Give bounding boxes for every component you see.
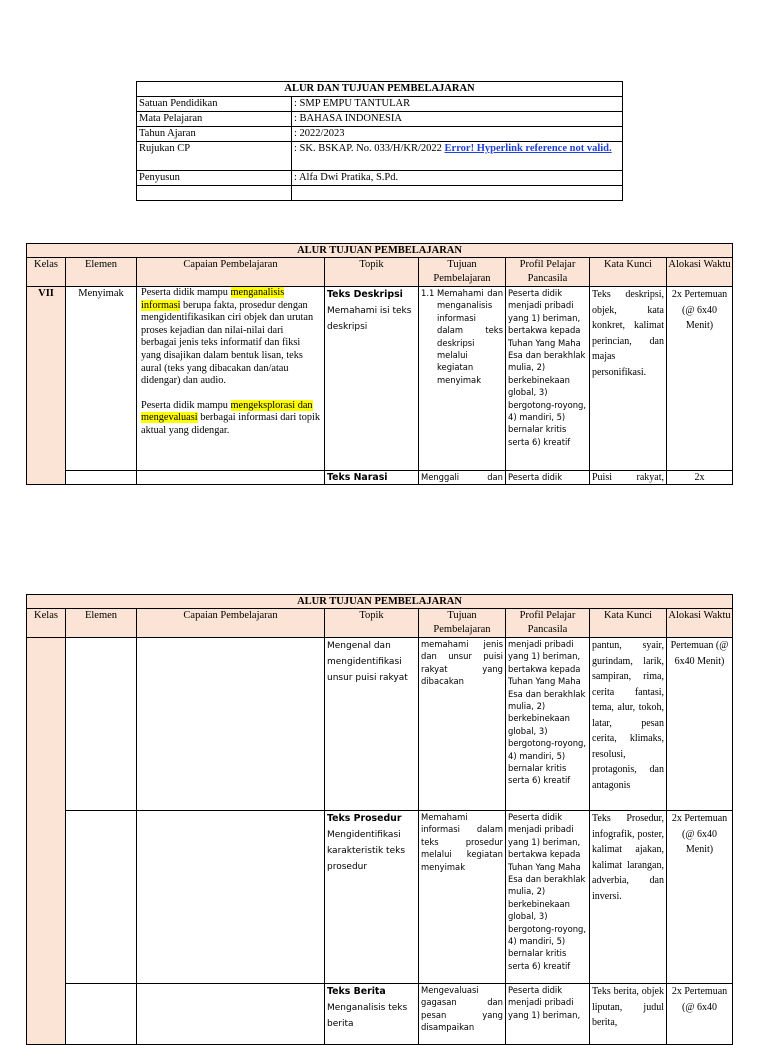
kata-kunci-cell — [590, 471, 667, 485]
capaian-cell — [137, 638, 325, 811]
info-label: Tahun Ajaran — [137, 127, 292, 142]
kata-kunci-cell: Teks deskripsi, objek, kata konkret, kalimat perincian, dan majas personifikasi. — [590, 287, 667, 471]
info-table — [136, 81, 623, 201]
header-topik: Topik — [325, 609, 419, 638]
header-alokasi: Alokasi Waktu — [667, 609, 733, 638]
table-row — [27, 471, 733, 485]
header-tujuan: Tujuan Pembelajaran — [419, 258, 506, 287]
tujuan-cell: memahami jenis dan unsur puisi rakyat yang dibacakan — [419, 638, 506, 811]
profil-cell: Peserta didik menjadi pribadi yang 1) beriman, bertakwa kepada Tuhan Yang Maha Esa dan berakhlak mulia, 2) berkebinekaan global, 3) bergotong-royong, 4) mandiri, 5) bernalar kritis serta 6) kreatif — [506, 811, 590, 984]
topik-title: Teks Berita — [327, 986, 386, 997]
profil-cell: menjadi pribadi yang 1) beriman, bertakwa kepada Tuhan Yang Maha Esa dan berakhlak mulia, 2) berkebinekaan global, 3) bergotong-royong, 4) mandiri, 5) bernalar kritis serta 6) kreatif — [506, 638, 590, 811]
info-row — [137, 127, 623, 142]
kelas-cell — [27, 638, 66, 1045]
topik-sub: Mengidentifikasi karakteristik teks prosedur — [327, 830, 406, 872]
header-profil: Profil Pelajar Pancasila — [506, 258, 590, 287]
atp-title: ALUR TUJUAN PEMBELAJARAN — [27, 595, 733, 609]
topik-sub: Memahami isi teks deskripsi — [327, 306, 412, 332]
header-capaian: Capaian Pembelajaran — [137, 258, 325, 287]
topik-cell — [325, 984, 419, 1045]
capaian-cell — [137, 984, 325, 1045]
info-value: : Alfa Dwi Pratika, S.Pd. — [292, 171, 623, 186]
topik-cell: Mengenal dan mengidentifikasi unsur puisi rakyat — [325, 638, 419, 811]
elemen-cell — [66, 638, 137, 811]
info-title: ALUR DAN TUJUAN PEMBELAJARAN — [137, 82, 623, 97]
info-row — [137, 112, 623, 127]
capaian-paragraph-2: Peserta didik mampu mengeksplorasi dan mengevaluasi berbagai informasi dari topik aktual yang didengar. — [141, 399, 321, 436]
capaian-paragraph-1: Peserta didik mampu menganalisis informasi berupa fakta, prosedur dengan mengidentifikasikan ciri objek dan urutan proses kejadian dan nilai-nilai dari berbagai jenis teks informatif dan fiksi yang disajikan dalam bentuk lisan, teks aural (teks yang dibacakan dan/atau didengar) dan audio. — [141, 287, 314, 387]
rujukan-link[interactable]: Error! Hyperlink reference not valid. — [444, 143, 612, 154]
kelas-cell — [27, 287, 66, 485]
profil-cell: Peserta didik — [506, 471, 590, 485]
topik-title: Teks Narasi — [327, 472, 388, 483]
info-empty-cell — [137, 186, 292, 201]
alokasi-cell: 2x Pertemuan (@ 6x40 Menit) — [667, 811, 733, 984]
topik-title: Teks Deskripsi — [327, 289, 403, 300]
atp-title: ALUR TUJUAN PEMBELAJARAN — [27, 244, 733, 258]
alokasi-cell: 2x — [667, 471, 733, 485]
header-elemen: Elemen — [66, 609, 137, 638]
header-kata-kunci: Kata Kunci — [590, 609, 667, 638]
rujukan-text: : SK. BSKAP. No. 033/H/KR/2022 — [294, 143, 445, 154]
kata-kunci-cell: pantun, syair, gurindam, larik, sampiran, rima, cerita fantasi, tema, alur, tokoh, latar, pesan cerita, klimaks, resolusi, protagonis, dan antagonis — [590, 638, 667, 811]
tujuan-cell — [419, 471, 506, 485]
tujuan-cell — [419, 287, 506, 471]
tujuan-number: 1.1 — [421, 288, 435, 298]
elemen-cell — [66, 471, 137, 485]
header-tujuan: Tujuan Pembelajaran — [419, 609, 506, 638]
header-kelas: Kelas — [27, 609, 66, 638]
header-kata-kunci: Kata Kunci — [590, 258, 667, 287]
topik-cell — [325, 471, 419, 485]
elemen-cell — [66, 811, 137, 984]
atp-title-row — [27, 244, 733, 258]
highlighted-text: mengeksplorasi dan mengevaluasi — [141, 399, 313, 424]
tujuan-cell: Memahami informasi dalam teks prosedur melalui kegiatan menyimak — [419, 811, 506, 984]
header-topik: Topik — [325, 258, 419, 287]
info-title-row — [137, 82, 623, 97]
capaian-cell — [137, 471, 325, 485]
info-value: : 2022/2023 — [292, 127, 623, 142]
topik-cell — [325, 287, 419, 471]
header-kelas: Kelas — [27, 258, 66, 287]
table-row — [27, 638, 733, 811]
profil-cell: Peserta didik menjadi pribadi yang 1) beriman, — [506, 984, 590, 1045]
alokasi-cell: Pertemuan (@ 6x40 Menit) — [667, 638, 733, 811]
atp-header-row — [27, 258, 733, 287]
atp-header-row — [27, 609, 733, 638]
elemen-cell — [66, 984, 137, 1045]
kelas-value: VII — [38, 288, 54, 299]
info-empty-cell — [292, 186, 623, 201]
info-row — [137, 142, 623, 171]
header-profil: Profil Pelajar Pancasila — [506, 609, 590, 638]
atp-table-1 — [26, 243, 733, 485]
highlighted-text: menganalisis informasi — [141, 287, 285, 311]
info-value: : BAHASA INDONESIA — [292, 112, 623, 127]
topik-sub: Menganalisis teks berita — [327, 1003, 408, 1029]
profil-cell: Peserta didik menjadi pribadi yang 1) beriman, bertakwa kepada Tuhan Yang Maha Esa dan berakhlak mulia, 2) berkebinekaan global, 3) bergotong-royong, 4) mandiri, 5) bernalar kritis serta 6) kreatif — [506, 287, 590, 471]
info-row — [137, 171, 623, 186]
alokasi-cell: 2x Pertemuan (@ 6x40 Menit) — [667, 287, 733, 471]
header-elemen: Elemen — [66, 258, 137, 287]
kata-kunci-cell: Teks berita, objek liputan, judul berita, — [590, 984, 667, 1045]
atp-title-row — [27, 595, 733, 609]
atp-table-2 — [26, 594, 733, 1045]
table-row — [27, 811, 733, 984]
elemen-cell: Menyimak — [66, 287, 137, 471]
topik-cell — [325, 811, 419, 984]
kata-kunci-cell: Teks Prosedur, infografik, poster, kalimat ajakan, kalimat larangan, adverbia, dan inversi. — [590, 811, 667, 984]
table-row — [27, 984, 733, 1045]
info-value: : SMP EMPU TANTULAR — [292, 97, 623, 112]
alokasi-cell: 2x Pertemuan (@ 6x40 — [667, 984, 733, 1045]
info-label: Penyusun — [137, 171, 292, 186]
capaian-cell — [137, 287, 325, 471]
header-capaian: Capaian Pembelajaran — [137, 609, 325, 638]
info-row-empty — [137, 186, 623, 201]
tujuan-text: Menggali dan — [421, 472, 503, 482]
info-row — [137, 97, 623, 112]
capaian-cell — [137, 811, 325, 984]
info-value-rujukan — [292, 142, 623, 171]
info-label: Satuan Pendidikan — [137, 97, 292, 112]
tujuan-cell: Mengevaluasi gagasan dan pesan yang disampaikan — [419, 984, 506, 1045]
info-label: Rujukan CP — [137, 142, 292, 171]
table-row — [27, 287, 733, 471]
info-label: Mata Pelajaran — [137, 112, 292, 127]
header-alokasi: Alokasi Waktu — [667, 258, 733, 287]
tujuan-text: Memahami dan menganalisis informasi dalam teks deskripsi melalui kegiatan menyimak — [437, 288, 503, 385]
kata-kunci-text: Puisi rakyat, — [592, 472, 664, 483]
topik-title: Teks Prosedur — [327, 813, 402, 824]
